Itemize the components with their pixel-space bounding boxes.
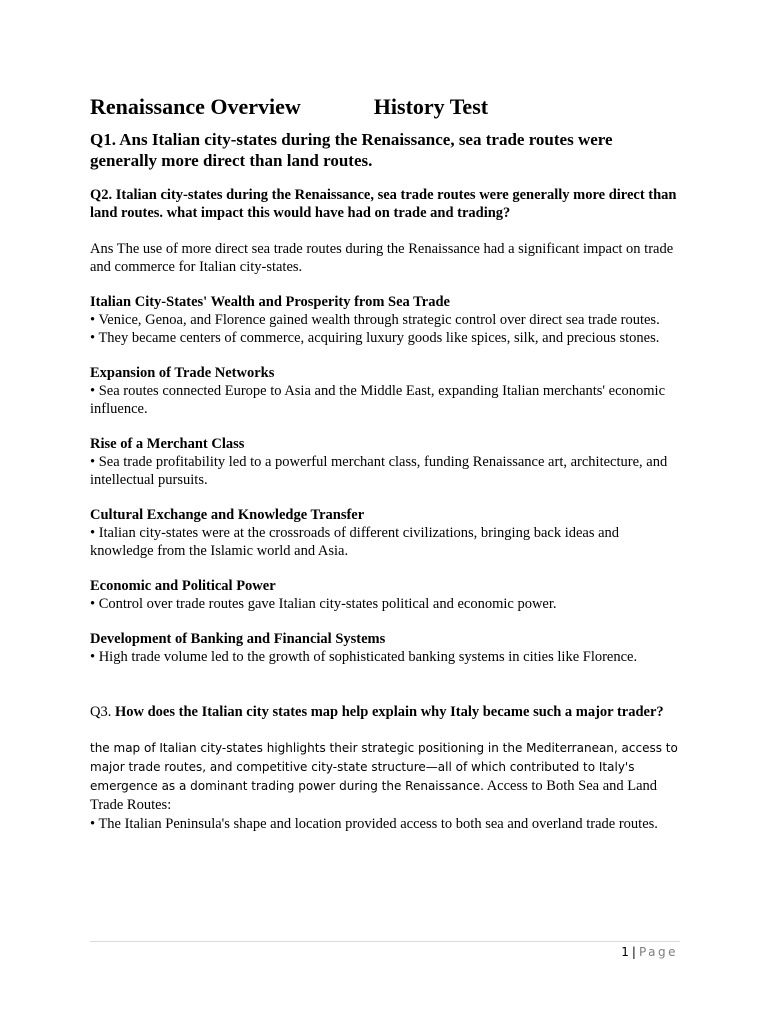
document-title xyxy=(90,92,680,122)
answer-3-serif-text: Access to Both Sea and Land Trade Routes: xyxy=(90,778,658,813)
section-heading: Rise of a Merchant Class xyxy=(90,436,245,452)
section-heading: Development of Banking and Financial Systems xyxy=(90,631,386,647)
bullet-item: • Sea routes connected Europe to Asia and the Middle East, expanding Italian merchants' economic influence. xyxy=(90,383,666,417)
section-heading: Italian City-States' Wealth and Prosperity from Sea Trade xyxy=(90,294,450,310)
title-right: History Test xyxy=(373,94,489,119)
answer-2-intro: Ans The use of more direct sea trade routes during the Renaissance had a significant impact on trade and commerce for Italian city-states. xyxy=(90,241,674,275)
footer-divider xyxy=(90,941,680,942)
bullet-item: • Control over trade routes gave Italian city-states political and economic power. xyxy=(90,596,557,612)
bullet-item: • They became centers of commerce, acquiring luxury goods like spices, silk, and precious stones. xyxy=(90,330,660,346)
answer-3 xyxy=(90,739,680,834)
section-merchant-class xyxy=(90,435,680,489)
question-3-text: How does the Italian city states map help explain why Italy became such a major trader? xyxy=(114,704,664,720)
section-heading: Expansion of Trade Networks xyxy=(90,365,275,381)
bullet-item: • The Italian Peninsula's shape and location provided access to both sea and overland trade routes. xyxy=(90,816,658,832)
document-page xyxy=(90,92,680,834)
question-1: Q1. Ans Italian city-states during the Renaissance, sea trade routes were generally more direct than land routes. xyxy=(90,130,613,170)
page-footer xyxy=(621,944,678,960)
bullet-item: • Venice, Genoa, and Florence gained wealth through strategic control over direct sea trade routes. xyxy=(90,312,660,328)
footer-separator: | xyxy=(631,945,636,959)
page-number: 1 xyxy=(621,945,629,959)
section-heading: Cultural Exchange and Knowledge Transfer xyxy=(90,507,365,523)
bullet-item: • Sea trade profitability led to a powerful merchant class, funding Renaissance art, architecture, and intellectual pursuits. xyxy=(90,454,668,488)
section-banking xyxy=(90,630,680,666)
section-cultural-exchange xyxy=(90,506,680,560)
question-3 xyxy=(90,703,680,721)
title-left: Renaissance Overview xyxy=(90,94,301,119)
question-3-prefix: Q3. xyxy=(90,704,112,720)
section-heading: Economic and Political Power xyxy=(90,578,276,594)
bullet-item: • High trade volume led to the growth of sophisticated banking systems in cities like Florence. xyxy=(90,649,638,665)
section-wealth xyxy=(90,293,680,347)
section-economic-power xyxy=(90,577,680,613)
question-2: Q2. Italian city-states during the Renaissance, sea trade routes were generally more direct than land routes. what impact this would have had on trade and trading? xyxy=(90,187,677,221)
page-label: Page xyxy=(638,945,678,959)
answer-3-sans-text: the map of Italian city-states highlights their strategic positioning in the Mediterranean, access to major trade routes, and competitive city-state structure—all of which contributed to Italy's emergence as a dominant trading power during the Renaissance. xyxy=(90,741,678,793)
section-trade-networks xyxy=(90,364,680,418)
bullet-item: • Italian city-states were at the crossroads of different civilizations, bringing back ideas and knowledge from the Islamic world and Asia. xyxy=(90,525,620,559)
